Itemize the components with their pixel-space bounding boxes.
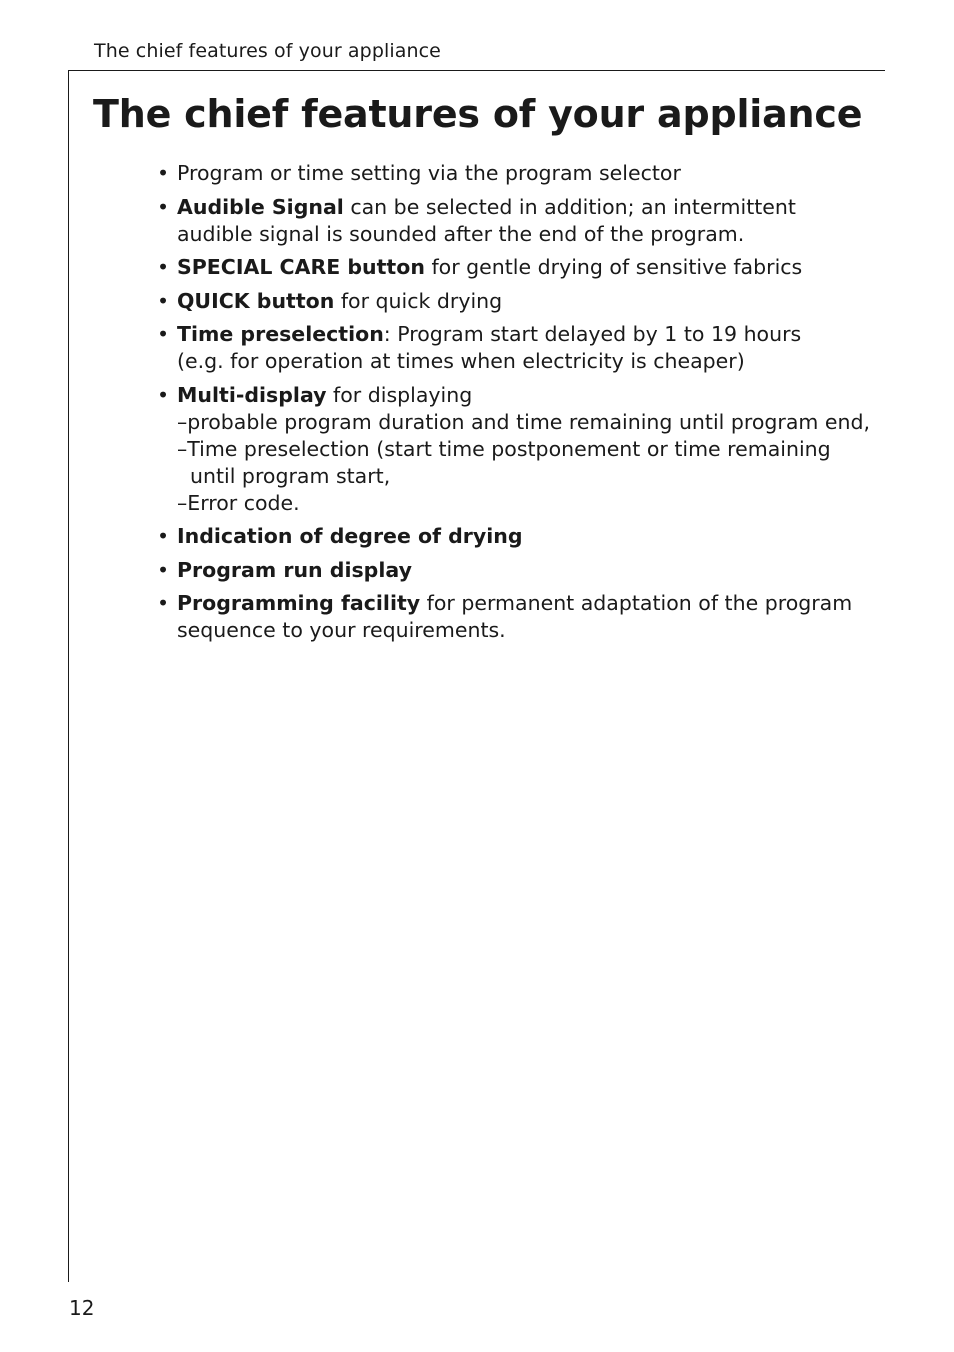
bullet-icon: • xyxy=(157,255,170,279)
feature-term: Multi-display xyxy=(177,382,327,407)
feature-multi-display xyxy=(157,382,877,517)
feature-list xyxy=(157,160,877,651)
feature-term: Programming facility xyxy=(177,591,421,615)
feature-special-care-button xyxy=(157,254,877,281)
page-number: 12 xyxy=(69,1296,95,1320)
feature-program-run-display xyxy=(157,557,877,584)
feature-programming-facility xyxy=(157,590,877,644)
bullet-icon: • xyxy=(157,591,170,615)
feature-quick-button xyxy=(157,288,877,315)
header-rule xyxy=(69,70,885,71)
bullet-icon: • xyxy=(157,288,170,313)
feature-text: : Program start delayed by 1 to 19 hours xyxy=(383,322,802,346)
feature-program-selector xyxy=(157,160,877,187)
feature-term: Program run display xyxy=(177,557,412,582)
feature-term: Indication of degree of drying xyxy=(177,524,523,548)
feature-term: SPECIAL CARE button xyxy=(177,255,425,279)
feature-term: Time preselection xyxy=(177,322,384,346)
feature-text: for displaying xyxy=(326,382,473,407)
running-head: The chief features of your appliance xyxy=(94,40,441,62)
subitem-time-preselection: –Time preselection (start time postponement or time remaining until program start, xyxy=(177,436,831,488)
feature-text: for gentle drying of sensitive fabrics xyxy=(424,255,803,279)
feature-term: Audible Signal xyxy=(177,194,344,219)
subitem-error-code: –Error code. xyxy=(177,490,300,515)
margin-rule xyxy=(68,70,69,1282)
bullet-icon: • xyxy=(157,322,170,346)
subitem-program-duration: –probable program duration and time remaining until program end, xyxy=(177,409,871,434)
feature-term: QUICK button xyxy=(177,288,335,313)
feature-text: for permanent adaptation of the program sequence to your requirements. xyxy=(177,591,853,642)
feature-time-preselection xyxy=(157,321,877,375)
feature-text: can be selected in addition; an intermittent audible signal is sounded after the end of the program. xyxy=(177,194,796,246)
feature-text: for quick drying xyxy=(334,288,503,313)
feature-text-line2: (e.g. for operation at times when electricity is cheaper) xyxy=(177,349,745,373)
feature-audible-signal xyxy=(157,194,877,248)
bullet-icon: • xyxy=(157,524,170,548)
page-title: The chief features of your appliance xyxy=(93,92,863,136)
feature-text: Program or time setting via the program selector xyxy=(177,161,681,185)
bullet-icon: • xyxy=(157,382,170,407)
bullet-icon: • xyxy=(157,161,170,185)
bullet-icon: • xyxy=(157,194,170,219)
bullet-icon: • xyxy=(157,557,170,582)
feature-degree-of-drying xyxy=(157,523,877,550)
